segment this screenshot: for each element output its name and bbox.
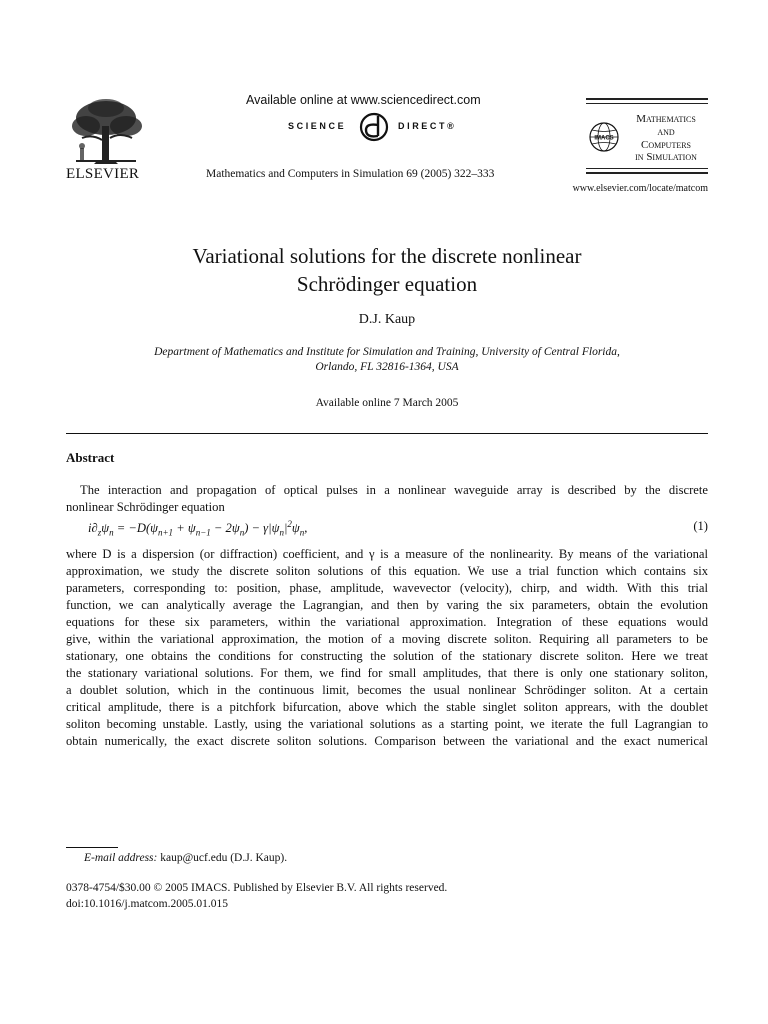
journal-title-line: Computers [640, 138, 691, 151]
abstract-line: stationary, one obtains the conditions for constructing the solution of the stationary discrete soliton. Here we treat [66, 649, 708, 663]
abstract-line: equations for these six parameters, within the variational approximation. Integration of these equations would [66, 615, 708, 629]
paper-title-line: Variational solutions for the discrete nonlinear [192, 244, 582, 268]
sciencedirect-direct-word: DIRECT® [398, 121, 457, 131]
email-footnote [84, 852, 287, 864]
header-rule [586, 98, 708, 100]
available-online-line: Available online at www.sciencedirect.com [246, 93, 481, 107]
journal-title-line: and [657, 125, 675, 138]
sciencedirect-science-word: SCIENCE [288, 121, 347, 131]
abstract-line: the stationary variational solutions. For them, we find for small amplitudes, that there is only one stationary soliton, [66, 666, 708, 680]
abstract-line: parameters, corresponding to: position, phase, amplitude, wavevector (velocity), chirp, and width. With this trial [66, 581, 708, 595]
abstract-line: give, within the variational approximation, the motion of a moving discrete soliton. Requiring all parameters to be [66, 632, 708, 646]
paper-title [66, 242, 708, 298]
equation-dnls: $i\partial_z\psi_n = -D(\psi_{n+1} + \psi_{n-1} - 2\psi_n) - \gamma|\psi_n|^2\psi_n$, [88, 519, 308, 538]
equation-number: (1) [693, 519, 708, 533]
header-rule [586, 103, 708, 104]
abstract-line: function, we can analytically average the Lagrangian, and then by varing the six parameters, obtain the evolution [66, 598, 708, 612]
header-rule [586, 172, 708, 174]
journal-url-link[interactable]: www.elsevier.com/locate/matcom [572, 183, 708, 194]
journal-logo-title [618, 113, 714, 164]
paper-title-line: Schrödinger equation [296, 272, 478, 296]
footnote-email[interactable]: kaup@ucf.edu (D.J. Kaup). [157, 852, 288, 864]
journal-title-line: Mathematics [636, 113, 696, 125]
abstract-line: a doublet solution, which in the continuous limit, becomes the usual nonlinear Schrödinger soliton. At a certain [66, 683, 708, 697]
abstract-line: nonlinear Schrödinger equation [66, 500, 225, 514]
journal-citation: Mathematics and Computers in Simulation 69 (2005) 322–333 [206, 168, 495, 180]
abstract-line: approximation, we study the discrete soliton solutions of this equation. We use a trial function which contains six [66, 564, 708, 578]
journal-title-line: in Simulation [635, 151, 697, 164]
author-name: D.J. Kaup [358, 312, 416, 327]
abstract-line: The interaction and propagation of optical pulses in a nonlinear waveguide array is described by the discrete [80, 483, 708, 497]
abstract-paragraph [66, 482, 708, 516]
header-rule [586, 168, 708, 169]
imacs-label: IMACS [594, 135, 614, 142]
copyright-line: 0378-4754/$30.00 © 2005 IMACS. Published by Elsevier B.V. All rights reserved. [66, 882, 448, 894]
doi-line[interactable]: doi:10.1016/j.matcom.2005.01.015 [66, 898, 228, 910]
author-affiliation [66, 345, 708, 375]
imacs-globe-icon [588, 121, 620, 153]
abstract-line: obtain numerically, the exact discrete soliton solutions. Comparison between the variational and the exact numerical [66, 734, 708, 748]
abstract-line: soliton becoming unstable. Lastly, using the variational solutions as a starting point, we iterate the full Lagrangian to [66, 717, 708, 731]
footnote-rule [66, 847, 118, 848]
abstract-paragraph [66, 546, 708, 750]
abstract-line: where D is a dispersion (or diffraction) coefficient, and γ is a measure of the nonlinearity. By means of the variational [66, 547, 708, 561]
abstract-line: critical amplitude, there is a pitchfork bifurcation, above which the stable singlet soliton apprears, with the doublet [66, 700, 708, 714]
publisher-name: ELSEVIER [66, 166, 140, 182]
affiliation-line: Orlando, FL 32816-1364, USA [315, 361, 459, 373]
copyright-block [66, 880, 447, 912]
footnote-label: E-mail address: [84, 852, 158, 864]
abstract-heading: Abstract [66, 450, 115, 465]
affiliation-line: Department of Mathematics and Institute for Simulation and Training, University of Central Florida, [154, 346, 620, 358]
available-online-date: Available online 7 March 2005 [315, 397, 459, 409]
abstract-divider [66, 433, 708, 434]
